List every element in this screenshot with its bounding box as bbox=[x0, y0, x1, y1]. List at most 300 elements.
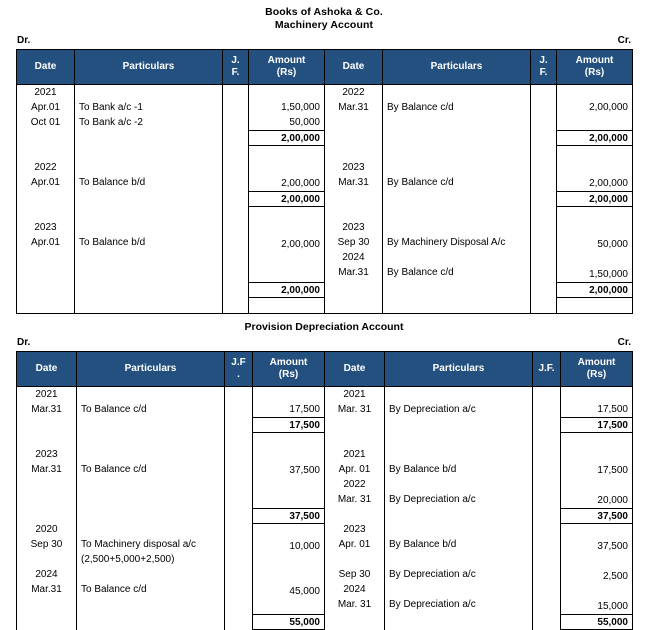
header-amount-credit bbox=[561, 352, 633, 387]
cell-line bbox=[75, 160, 222, 175]
cell-line bbox=[533, 522, 560, 537]
cell-line bbox=[533, 567, 560, 582]
total-amount: 2,00,000 bbox=[249, 130, 324, 146]
drcr-labels-provision bbox=[16, 334, 632, 351]
cell-line bbox=[533, 477, 560, 492]
cell-line bbox=[223, 145, 248, 160]
table-header-row bbox=[17, 50, 633, 85]
cell-line bbox=[531, 145, 556, 160]
cell-line bbox=[17, 130, 74, 145]
document-heading bbox=[16, 0, 632, 32]
cell-line bbox=[17, 205, 74, 220]
cell-line bbox=[533, 552, 560, 567]
cell-line: 2020 bbox=[35, 524, 58, 535]
total-amount: 37,500 bbox=[561, 508, 632, 524]
cell-line: 2,00,000 bbox=[589, 178, 628, 189]
cell-line: 37,500 bbox=[597, 541, 628, 552]
cell-line bbox=[533, 582, 560, 597]
cell-line bbox=[325, 552, 384, 567]
cr-label-provision: Cr. bbox=[617, 337, 631, 348]
cell-line: Sep 30 bbox=[337, 237, 370, 248]
cell-line bbox=[249, 222, 324, 237]
cell-line bbox=[557, 207, 632, 222]
cell-line: 17,500 bbox=[289, 404, 320, 415]
cell-line bbox=[531, 115, 556, 130]
provision-credit-dates bbox=[325, 387, 384, 630]
cell-line bbox=[225, 582, 252, 597]
header-jf-debit bbox=[225, 352, 253, 387]
cell-line bbox=[75, 205, 222, 220]
cell-line bbox=[223, 190, 248, 205]
total-amount: 2,00,000 bbox=[557, 191, 632, 207]
cell-line: Mar.31 bbox=[338, 102, 369, 113]
cell-line: 45,000 bbox=[289, 586, 320, 597]
cell-line bbox=[225, 492, 252, 507]
cell-line bbox=[77, 612, 224, 627]
cell-line bbox=[383, 205, 530, 220]
total-amount: 17,500 bbox=[561, 417, 632, 433]
cell-line bbox=[557, 146, 632, 161]
header-amount-debit-line2: (Rs) bbox=[276, 67, 297, 78]
cell-line bbox=[383, 250, 530, 265]
cell-line: Oct 01 bbox=[30, 117, 61, 128]
cell-line bbox=[325, 280, 382, 295]
cell-line: Apr.01 bbox=[31, 237, 60, 248]
cell-line bbox=[223, 280, 248, 295]
cell-line bbox=[223, 85, 248, 100]
cell-line bbox=[17, 190, 74, 205]
cell-line bbox=[77, 567, 224, 582]
cell-line bbox=[533, 597, 560, 612]
cell-line bbox=[249, 252, 324, 267]
cell-line bbox=[223, 250, 248, 265]
cell-line bbox=[223, 220, 248, 235]
cell-line bbox=[225, 537, 252, 552]
cell-line bbox=[325, 145, 382, 160]
cell-line: 50,000 bbox=[597, 239, 628, 250]
total-amount: 55,000 bbox=[253, 614, 324, 630]
cell-line bbox=[77, 507, 224, 522]
total-amount: 37,500 bbox=[253, 508, 324, 524]
cell-line bbox=[225, 462, 252, 477]
cell-line bbox=[383, 145, 530, 160]
cell-line: By Machinery Disposal A/c bbox=[387, 237, 506, 248]
cell-line bbox=[225, 507, 252, 522]
header-particulars-debit: Particulars bbox=[75, 50, 223, 85]
provision-debit-amounts bbox=[253, 387, 324, 630]
cell-line bbox=[223, 160, 248, 175]
cell-line bbox=[253, 599, 324, 614]
cell-line bbox=[385, 612, 532, 627]
header-date-debit: Date bbox=[17, 352, 77, 387]
machinery-debit-particulars bbox=[75, 85, 222, 310]
cell-line: 2023 bbox=[343, 524, 366, 535]
header-amount-debit bbox=[253, 352, 325, 387]
cell-line bbox=[17, 432, 76, 447]
cell-line: Mar.31 bbox=[31, 464, 62, 475]
cell-line: To Machinery disposal a/c bbox=[81, 539, 197, 550]
header-jf-debit-line1: J. bbox=[231, 55, 240, 66]
cell-line bbox=[533, 417, 560, 432]
cell-line bbox=[533, 537, 560, 552]
cell-line bbox=[75, 85, 222, 100]
cell-line bbox=[249, 85, 324, 100]
cell-line: By Balance c/d bbox=[387, 177, 454, 188]
table-row bbox=[17, 85, 633, 314]
header-amount-debit-line1: Amount bbox=[267, 55, 306, 66]
provision-debit-dates bbox=[17, 387, 76, 630]
cell-line bbox=[225, 402, 252, 417]
cell-line: 2021 bbox=[343, 449, 366, 460]
header-amount-credit-line2: (Rs) bbox=[586, 369, 607, 380]
cell-line bbox=[17, 477, 76, 492]
cell-line bbox=[325, 417, 384, 432]
cell-line bbox=[533, 402, 560, 417]
cell-line: To Balance c/d bbox=[81, 464, 147, 475]
header-particulars-debit: Particulars bbox=[77, 352, 225, 387]
cell-line: Mar. 31 bbox=[337, 404, 372, 415]
dr-label-machinery: Dr. bbox=[17, 35, 31, 46]
cell-line bbox=[225, 447, 252, 462]
provision-table-body bbox=[17, 387, 633, 630]
cell-line bbox=[557, 85, 632, 100]
cell-line bbox=[385, 387, 532, 402]
total-amount: 2,00,000 bbox=[249, 282, 324, 298]
cell-line bbox=[17, 250, 74, 265]
header-amount-debit-line1: Amount bbox=[269, 357, 308, 368]
cell-line bbox=[223, 130, 248, 145]
cell-line: 2024 bbox=[35, 569, 58, 580]
cell-line bbox=[223, 265, 248, 280]
machinery-account-title: Machinery Account bbox=[274, 19, 374, 31]
provision-credit-particulars bbox=[385, 387, 532, 630]
cell-line bbox=[17, 612, 76, 627]
header-jf-debit-line2: . bbox=[237, 369, 240, 380]
cell-line: 2,500 bbox=[602, 571, 628, 582]
cell-line bbox=[531, 235, 556, 250]
cell-line bbox=[531, 280, 556, 295]
cell-line bbox=[561, 524, 632, 539]
cell-line bbox=[531, 205, 556, 220]
cell-line bbox=[385, 582, 532, 597]
cell-line bbox=[223, 175, 248, 190]
cell-line bbox=[533, 507, 560, 522]
cell-line: 17,500 bbox=[597, 465, 628, 476]
cell-line: Mar. 31 bbox=[337, 494, 372, 505]
cell-line: By Balance c/d bbox=[387, 102, 454, 113]
cell-line: Apr. 01 bbox=[338, 539, 371, 550]
provision-table-head bbox=[17, 352, 633, 387]
cell-line bbox=[75, 265, 222, 280]
cell-line bbox=[531, 175, 556, 190]
cell-line bbox=[77, 492, 224, 507]
cell-line bbox=[77, 477, 224, 492]
cell-line bbox=[561, 433, 632, 448]
cell-line bbox=[17, 145, 74, 160]
cell-line: 2023 bbox=[34, 222, 57, 233]
cell-line bbox=[385, 417, 532, 432]
cell-line: 37,500 bbox=[289, 465, 320, 476]
cell-line bbox=[383, 220, 530, 235]
cell-line: 10,000 bbox=[289, 541, 320, 552]
machinery-credit-dates bbox=[325, 85, 382, 310]
cell-line bbox=[225, 477, 252, 492]
provision-depreciation-title: Provision Depreciation Account bbox=[244, 321, 404, 333]
cell-line bbox=[17, 280, 74, 295]
machinery-debit-dates bbox=[17, 85, 74, 310]
cell-line: Sep 30 bbox=[30, 539, 63, 550]
cell-line: 2023 bbox=[35, 449, 58, 460]
dr-label-provision: Dr. bbox=[17, 337, 31, 348]
header-jf-credit-line2: F. bbox=[539, 67, 548, 78]
cell-line bbox=[77, 432, 224, 447]
cell-line: Mar.31 bbox=[338, 177, 369, 188]
cell-line bbox=[225, 552, 252, 567]
cr-label-machinery: Cr. bbox=[617, 35, 631, 46]
cell-line bbox=[531, 100, 556, 115]
cell-line bbox=[17, 295, 74, 310]
cell-line: To Balance c/d bbox=[81, 404, 147, 415]
cell-line bbox=[253, 493, 324, 508]
header-date-debit: Date bbox=[17, 50, 75, 85]
cell-line bbox=[557, 252, 632, 267]
header-date-credit: Date bbox=[325, 50, 383, 85]
cell-line bbox=[383, 115, 530, 130]
cell-line bbox=[531, 85, 556, 100]
cell-line bbox=[325, 205, 382, 220]
machinery-credit-jf bbox=[531, 85, 556, 310]
cell-line bbox=[325, 190, 382, 205]
cell-line bbox=[531, 130, 556, 145]
cell-line bbox=[225, 612, 252, 627]
header-jf-credit: J.F. bbox=[533, 352, 561, 387]
cell-line bbox=[385, 522, 532, 537]
machinery-debit-amounts bbox=[249, 85, 324, 313]
cell-line: By Depreciation a/c bbox=[389, 599, 476, 610]
cell-line: 2023 bbox=[342, 162, 365, 173]
cell-line bbox=[223, 205, 248, 220]
header-amount-credit-line1: Amount bbox=[575, 55, 614, 66]
cell-line bbox=[223, 100, 248, 115]
cell-line bbox=[77, 447, 224, 462]
cell-line bbox=[225, 417, 252, 432]
cell-line bbox=[253, 478, 324, 493]
provision-credit-amounts bbox=[561, 387, 632, 630]
provision-credit-jf bbox=[533, 387, 560, 630]
cell-line bbox=[385, 477, 532, 492]
cell-line bbox=[249, 161, 324, 176]
cell-line bbox=[383, 130, 530, 145]
cell-line bbox=[253, 448, 324, 463]
cell-line bbox=[557, 298, 632, 313]
cell-line: To Bank a/c -1 bbox=[79, 102, 143, 113]
cell-line bbox=[557, 161, 632, 176]
cell-line bbox=[75, 295, 222, 310]
cell-line: 2021 bbox=[343, 389, 366, 400]
total-amount: 2,00,000 bbox=[249, 191, 324, 207]
cell-line bbox=[383, 85, 530, 100]
cell-line bbox=[533, 462, 560, 477]
header-amount-debit-line2: (Rs) bbox=[278, 369, 299, 380]
machinery-credit-particulars bbox=[383, 85, 530, 310]
cell-line bbox=[561, 554, 632, 569]
cell-line bbox=[531, 265, 556, 280]
cell-line bbox=[253, 433, 324, 448]
cell-line bbox=[531, 295, 556, 310]
cell-line: 2022 bbox=[34, 162, 57, 173]
header-jf-credit-line1: J. bbox=[539, 55, 548, 66]
cell-line bbox=[325, 612, 384, 627]
cell-line: Sep 30 bbox=[338, 569, 371, 580]
machinery-account-table bbox=[16, 49, 633, 314]
header-particulars-credit: Particulars bbox=[383, 50, 531, 85]
cell-line bbox=[75, 250, 222, 265]
cell-line bbox=[253, 569, 324, 584]
machinery-credit-amounts bbox=[557, 85, 632, 313]
cell-line bbox=[77, 417, 224, 432]
cell-line bbox=[531, 160, 556, 175]
total-amount: 55,000 bbox=[561, 614, 632, 630]
header-amount-debit bbox=[249, 50, 325, 85]
cell-line bbox=[223, 235, 248, 250]
cell-line bbox=[253, 554, 324, 569]
cell-line: Mar.31 bbox=[338, 267, 369, 278]
cell-line bbox=[225, 522, 252, 537]
drcr-labels-machinery bbox=[16, 32, 632, 49]
cell-line: By Depreciation a/c bbox=[389, 494, 476, 505]
header-jf-credit bbox=[531, 50, 557, 85]
cell-line bbox=[383, 295, 530, 310]
provision-debit-particulars bbox=[77, 387, 224, 630]
cell-line bbox=[223, 115, 248, 130]
cell-line: Mar.31 bbox=[31, 404, 62, 415]
cell-line bbox=[77, 387, 224, 402]
cell-line: By Balance c/d bbox=[387, 267, 454, 278]
header-amount-credit-line1: Amount bbox=[577, 357, 616, 368]
cell-line bbox=[249, 207, 324, 222]
cell-line bbox=[533, 387, 560, 402]
cell-line bbox=[17, 507, 76, 522]
cell-line: Apr.01 bbox=[31, 102, 60, 113]
cell-line: 2021 bbox=[35, 389, 58, 400]
cell-line: 15,000 bbox=[597, 601, 628, 612]
cell-line: 2022 bbox=[342, 87, 365, 98]
cell-line bbox=[225, 567, 252, 582]
cell-line bbox=[249, 298, 324, 313]
cell-line bbox=[385, 552, 532, 567]
cell-line bbox=[325, 432, 384, 447]
cell-line bbox=[557, 115, 632, 130]
cell-line bbox=[531, 250, 556, 265]
cell-line bbox=[17, 265, 74, 280]
header-jf-debit bbox=[223, 50, 249, 85]
cell-line bbox=[383, 280, 530, 295]
cell-line: 2022 bbox=[343, 479, 366, 490]
cell-line: (2,500+5,000+2,500) bbox=[81, 554, 175, 565]
cell-line bbox=[17, 417, 76, 432]
books-of-title: Books of Ashoka & Co. bbox=[265, 6, 383, 18]
cell-line bbox=[531, 190, 556, 205]
cell-line: 1,50,000 bbox=[281, 102, 320, 113]
cell-line: 2021 bbox=[34, 87, 57, 98]
header-jf-debit-line1: J.F bbox=[231, 357, 246, 368]
cell-line bbox=[533, 447, 560, 462]
cell-line bbox=[561, 478, 632, 493]
cell-line bbox=[325, 507, 384, 522]
cell-line bbox=[253, 387, 324, 402]
cell-line: To Balance b/d bbox=[79, 237, 146, 248]
cell-line bbox=[557, 222, 632, 237]
cell-line bbox=[75, 145, 222, 160]
cell-line: Mar.31 bbox=[31, 584, 62, 595]
cell-line bbox=[17, 597, 76, 612]
cell-line: 2,00,000 bbox=[281, 178, 320, 189]
cell-line: By Balance b/d bbox=[389, 539, 457, 550]
cell-line: To Balance b/d bbox=[79, 177, 146, 188]
provision-depreciation-table bbox=[16, 351, 633, 630]
cell-line bbox=[77, 597, 224, 612]
cell-line: By Balance b/d bbox=[389, 464, 457, 475]
cell-line bbox=[75, 130, 222, 145]
cell-line bbox=[249, 146, 324, 161]
cell-line: 2023 bbox=[342, 222, 365, 233]
cell-line bbox=[17, 492, 76, 507]
cell-line bbox=[225, 432, 252, 447]
cell-line bbox=[225, 387, 252, 402]
cell-line bbox=[325, 115, 382, 130]
cell-line bbox=[225, 597, 252, 612]
cell-line bbox=[533, 612, 560, 627]
cell-line: To Balance c/d bbox=[81, 584, 147, 595]
cell-line bbox=[533, 492, 560, 507]
table-row bbox=[17, 387, 633, 630]
cell-line bbox=[253, 524, 324, 539]
header-particulars-credit: Particulars bbox=[385, 352, 533, 387]
cell-line: By Depreciation a/c bbox=[389, 569, 476, 580]
cell-line: 20,000 bbox=[597, 495, 628, 506]
cell-line: To Bank a/c -2 bbox=[79, 117, 143, 128]
cell-line bbox=[75, 190, 222, 205]
header-date-credit: Date bbox=[325, 352, 385, 387]
machinery-table-body bbox=[17, 85, 633, 314]
cell-line: 50,000 bbox=[289, 117, 320, 128]
cell-line bbox=[383, 190, 530, 205]
cell-line bbox=[325, 295, 382, 310]
header-amount-credit bbox=[557, 50, 633, 85]
cell-line: 1,50,000 bbox=[589, 269, 628, 280]
table-header-row bbox=[17, 352, 633, 387]
cell-line bbox=[561, 387, 632, 402]
cell-line bbox=[531, 220, 556, 235]
provision-debit-jf bbox=[225, 387, 252, 630]
cell-line bbox=[533, 432, 560, 447]
cell-line: 2,00,000 bbox=[281, 239, 320, 250]
cell-line bbox=[77, 522, 224, 537]
cell-line bbox=[75, 220, 222, 235]
cell-line bbox=[249, 267, 324, 282]
cell-line bbox=[383, 160, 530, 175]
cell-line: 2,00,000 bbox=[589, 102, 628, 113]
cell-line: 17,500 bbox=[597, 404, 628, 415]
header-jf-debit-line2: F. bbox=[231, 67, 240, 78]
cell-line bbox=[385, 507, 532, 522]
cell-line bbox=[325, 130, 382, 145]
total-amount: 17,500 bbox=[253, 417, 324, 433]
cell-line: Mar. 31 bbox=[337, 599, 372, 610]
cell-line bbox=[75, 280, 222, 295]
cell-line bbox=[17, 552, 76, 567]
machinery-debit-jf bbox=[223, 85, 248, 310]
